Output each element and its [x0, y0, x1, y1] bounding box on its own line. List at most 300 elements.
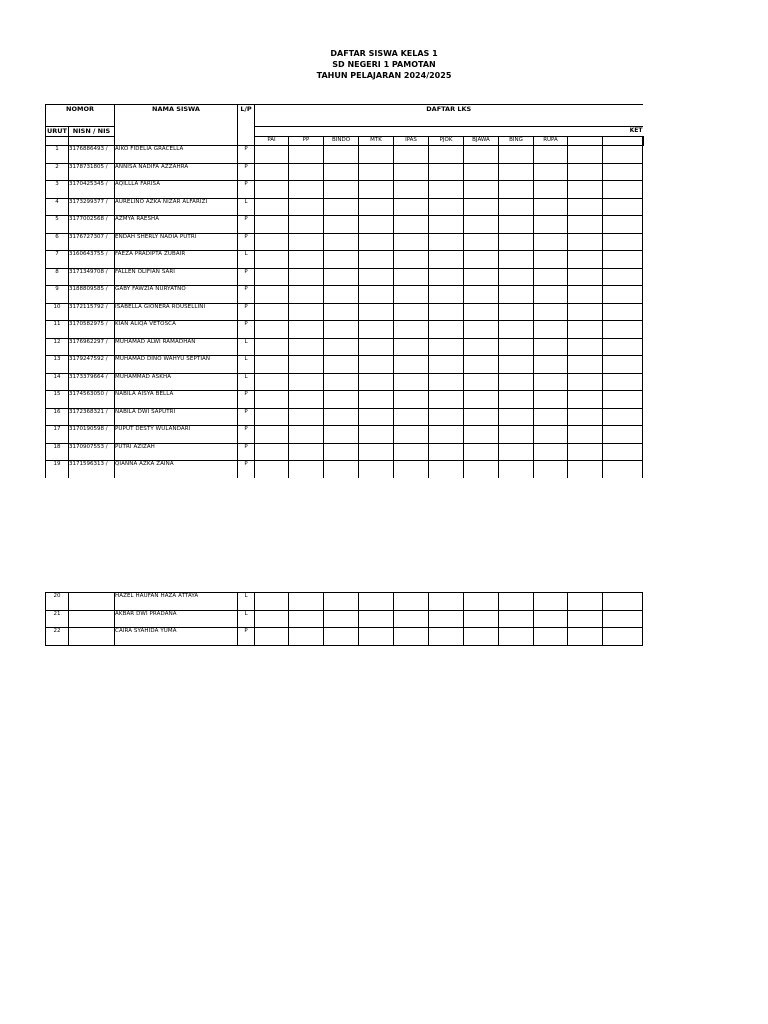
grade-cell[interactable] — [603, 426, 643, 444]
grade-cell[interactable] — [394, 373, 429, 391]
grade-cell[interactable] — [568, 233, 603, 251]
row-number: 2 — [46, 163, 69, 181]
grade-cell[interactable] — [499, 321, 534, 339]
grade-cell[interactable] — [324, 198, 359, 216]
grade-cell[interactable] — [324, 461, 359, 479]
student-name: AQILLLA FARISA — [115, 181, 238, 199]
grade-cell[interactable] — [464, 408, 499, 426]
grade-cell[interactable] — [429, 356, 464, 374]
grade-cell[interactable] — [603, 593, 643, 611]
grade-cell[interactable] — [429, 321, 464, 339]
grade-cell[interactable] — [499, 303, 534, 321]
grade-cell[interactable] — [534, 391, 568, 409]
grade-cell[interactable] — [568, 593, 603, 611]
subject-header — [568, 137, 603, 146]
grade-cell[interactable] — [255, 408, 289, 426]
grade-cell[interactable] — [464, 216, 499, 234]
grade-cell[interactable] — [568, 303, 603, 321]
grade-cell[interactable] — [603, 181, 643, 199]
grade-cell[interactable] — [324, 251, 359, 269]
grade-cell[interactable] — [324, 426, 359, 444]
grade-cell[interactable] — [359, 268, 394, 286]
grade-cell[interactable] — [359, 181, 394, 199]
grade-cell[interactable] — [534, 268, 568, 286]
grade-cell[interactable] — [359, 321, 394, 339]
grade-cell[interactable] — [359, 408, 394, 426]
grade-cell[interactable] — [499, 198, 534, 216]
grade-cell[interactable] — [464, 628, 499, 646]
student-table — [45, 104, 644, 478]
grade-cell[interactable] — [534, 233, 568, 251]
title-line-3: TAHUN PELAJARAN 2024/2025 — [316, 71, 452, 80]
grade-cell[interactable] — [359, 391, 394, 409]
grade-cell[interactable] — [394, 593, 429, 611]
grade-cell[interactable] — [429, 303, 464, 321]
grade-cell[interactable] — [289, 391, 324, 409]
row-number: 7 — [46, 251, 69, 269]
grade-cell[interactable] — [534, 146, 568, 164]
row-number: 8 — [46, 268, 69, 286]
gender-cell: L — [238, 593, 255, 611]
grade-cell[interactable] — [255, 391, 289, 409]
grade-cell[interactable] — [359, 338, 394, 356]
grade-cell[interactable] — [324, 593, 359, 611]
grade-cell[interactable] — [429, 146, 464, 164]
grade-cell[interactable] — [568, 408, 603, 426]
gender-cell: P — [238, 268, 255, 286]
grade-cell[interactable] — [534, 356, 568, 374]
grade-cell[interactable] — [429, 181, 464, 199]
grade-cell[interactable] — [603, 338, 643, 356]
grade-cell[interactable] — [603, 303, 643, 321]
grade-cell[interactable] — [499, 286, 534, 304]
grade-cell[interactable] — [359, 593, 394, 611]
row-number: 21 — [46, 610, 69, 628]
grade-cell[interactable] — [464, 426, 499, 444]
grade-cell[interactable] — [534, 338, 568, 356]
grade-cell[interactable] — [289, 251, 324, 269]
grade-cell[interactable] — [499, 233, 534, 251]
grade-cell[interactable] — [394, 181, 429, 199]
nama-siswa-header: NAMA SISWA — [115, 105, 238, 146]
grade-cell[interactable] — [603, 163, 643, 181]
grade-cell[interactable] — [499, 426, 534, 444]
grade-cell[interactable] — [464, 461, 499, 479]
grade-cell[interactable] — [324, 268, 359, 286]
grade-cell[interactable] — [289, 216, 324, 234]
grade-cell[interactable] — [359, 233, 394, 251]
grade-cell[interactable] — [429, 338, 464, 356]
lp-header: L/P — [238, 105, 255, 146]
grade-cell[interactable] — [289, 373, 324, 391]
grade-cell[interactable] — [255, 251, 289, 269]
grade-cell[interactable] — [359, 426, 394, 444]
grade-cell[interactable] — [359, 163, 394, 181]
grade-cell[interactable] — [464, 321, 499, 339]
table-row — [46, 443, 644, 461]
grade-cell[interactable] — [324, 338, 359, 356]
grade-cell[interactable] — [255, 198, 289, 216]
student-name: AURELINO AZKA NIZAR ALFARIZI — [115, 198, 238, 216]
grade-cell[interactable] — [534, 198, 568, 216]
grade-cell[interactable] — [499, 443, 534, 461]
grade-cell[interactable] — [568, 251, 603, 269]
grade-cell[interactable] — [534, 216, 568, 234]
grade-cell[interactable] — [289, 338, 324, 356]
gender-cell: L — [238, 356, 255, 374]
grade-cell[interactable] — [499, 610, 534, 628]
grade-cell[interactable] — [359, 610, 394, 628]
grade-cell[interactable] — [464, 373, 499, 391]
grade-cell[interactable] — [255, 286, 289, 304]
nisn-cell: 3176962297 / — [69, 338, 115, 356]
grade-cell[interactable] — [324, 443, 359, 461]
grade-cell[interactable] — [499, 163, 534, 181]
grade-cell[interactable] — [429, 408, 464, 426]
grade-cell[interactable] — [603, 251, 643, 269]
grade-cell[interactable] — [394, 303, 429, 321]
grade-cell[interactable] — [464, 268, 499, 286]
grade-cell[interactable] — [603, 443, 643, 461]
subject-header: PAI — [255, 137, 289, 146]
grade-cell[interactable] — [568, 610, 603, 628]
grade-cell[interactable] — [359, 251, 394, 269]
grade-cell[interactable] — [534, 408, 568, 426]
grade-cell[interactable] — [429, 233, 464, 251]
gender-cell: P — [238, 181, 255, 199]
grade-cell[interactable] — [255, 268, 289, 286]
table-row — [46, 338, 644, 356]
grade-cell[interactable] — [603, 286, 643, 304]
grade-cell[interactable] — [289, 268, 324, 286]
grade-cell[interactable] — [289, 163, 324, 181]
grade-cell[interactable] — [603, 373, 643, 391]
gender-cell: L — [238, 198, 255, 216]
grade-cell[interactable] — [568, 163, 603, 181]
grade-cell[interactable] — [464, 593, 499, 611]
table-row — [46, 268, 644, 286]
grade-cell[interactable] — [429, 443, 464, 461]
grade-cell[interactable] — [324, 303, 359, 321]
grade-cell[interactable] — [289, 628, 324, 646]
grade-cell[interactable] — [359, 216, 394, 234]
grade-cell[interactable] — [464, 233, 499, 251]
gender-cell: P — [238, 303, 255, 321]
grade-cell[interactable] — [289, 321, 324, 339]
nomor-header: NOMOR — [46, 105, 115, 127]
grade-cell[interactable] — [499, 408, 534, 426]
grade-cell[interactable] — [603, 628, 643, 646]
grade-cell[interactable] — [534, 610, 568, 628]
grade-cell[interactable] — [568, 338, 603, 356]
grade-cell[interactable] — [324, 163, 359, 181]
grade-cell[interactable] — [568, 146, 603, 164]
grade-cell[interactable] — [568, 356, 603, 374]
grade-cell[interactable] — [255, 216, 289, 234]
grade-cell[interactable] — [289, 198, 324, 216]
grade-cell[interactable] — [534, 373, 568, 391]
grade-cell[interactable] — [289, 303, 324, 321]
grade-cell[interactable] — [324, 146, 359, 164]
grade-cell[interactable] — [464, 286, 499, 304]
grade-cell[interactable] — [603, 610, 643, 628]
gender-cell: L — [238, 610, 255, 628]
grade-cell[interactable] — [255, 321, 289, 339]
grade-cell[interactable] — [534, 181, 568, 199]
grade-cell[interactable] — [394, 426, 429, 444]
grade-cell[interactable] — [464, 303, 499, 321]
table-row — [46, 286, 644, 304]
table-row — [46, 198, 644, 216]
grade-cell[interactable] — [359, 303, 394, 321]
grade-cell[interactable] — [394, 628, 429, 646]
urut-blank-cell — [46, 137, 69, 146]
grade-cell[interactable] — [534, 443, 568, 461]
grade-cell[interactable] — [394, 321, 429, 339]
grade-cell[interactable] — [324, 321, 359, 339]
grade-cell[interactable] — [324, 610, 359, 628]
grade-cell[interactable] — [464, 146, 499, 164]
grade-cell[interactable] — [568, 628, 603, 646]
grade-cell[interactable] — [429, 610, 464, 628]
student-name: KIAN ALIQA VETOSCA — [115, 321, 238, 339]
grade-cell[interactable] — [394, 408, 429, 426]
grade-cell[interactable] — [568, 461, 603, 479]
grade-cell[interactable] — [603, 216, 643, 234]
grade-cell[interactable] — [499, 356, 534, 374]
student-name: ISABELLA GIONERA ROUSELLINI — [115, 303, 238, 321]
grade-cell[interactable] — [289, 233, 324, 251]
grade-cell[interactable] — [464, 443, 499, 461]
grade-cell[interactable] — [499, 338, 534, 356]
grade-cell[interactable] — [534, 426, 568, 444]
grade-cell[interactable] — [289, 593, 324, 611]
grade-cell[interactable] — [568, 426, 603, 444]
grade-cell[interactable] — [429, 216, 464, 234]
grade-cell[interactable] — [429, 461, 464, 479]
grade-cell[interactable] — [394, 233, 429, 251]
grade-cell[interactable] — [394, 268, 429, 286]
grade-cell[interactable] — [603, 356, 643, 374]
table-row — [46, 181, 644, 199]
grade-cell[interactable] — [255, 443, 289, 461]
grade-cell[interactable] — [429, 198, 464, 216]
nisn-cell: 3172368321 / — [69, 408, 115, 426]
nisn-cell — [69, 610, 115, 628]
grade-cell[interactable] — [603, 461, 643, 479]
grade-cell[interactable] — [359, 146, 394, 164]
grade-cell[interactable] — [603, 146, 643, 164]
grade-cell[interactable] — [464, 391, 499, 409]
grade-cell[interactable] — [324, 216, 359, 234]
grade-cell[interactable] — [429, 628, 464, 646]
grade-cell[interactable] — [534, 593, 568, 611]
row-number: 15 — [46, 391, 69, 409]
grade-cell[interactable] — [499, 461, 534, 479]
grade-cell[interactable] — [394, 338, 429, 356]
subject-header: BING — [499, 137, 534, 146]
grade-cell[interactable] — [289, 356, 324, 374]
grade-cell[interactable] — [289, 461, 324, 479]
grade-cell[interactable] — [464, 338, 499, 356]
grade-cell[interactable] — [394, 610, 429, 628]
grade-cell[interactable] — [394, 146, 429, 164]
grade-cell[interactable] — [603, 233, 643, 251]
grade-cell[interactable] — [603, 268, 643, 286]
grade-cell[interactable] — [429, 268, 464, 286]
grade-cell[interactable] — [289, 286, 324, 304]
grade-cell[interactable] — [429, 391, 464, 409]
grade-cell[interactable] — [289, 146, 324, 164]
grade-cell[interactable] — [603, 391, 643, 409]
grade-cell[interactable] — [255, 146, 289, 164]
grade-cell[interactable] — [394, 198, 429, 216]
grade-cell[interactable] — [568, 268, 603, 286]
grade-cell[interactable] — [464, 251, 499, 269]
grade-cell[interactable] — [359, 461, 394, 479]
grade-cell[interactable] — [394, 356, 429, 374]
grade-cell[interactable] — [255, 338, 289, 356]
grade-cell[interactable] — [464, 163, 499, 181]
grade-cell[interactable] — [289, 181, 324, 199]
row-number: 14 — [46, 373, 69, 391]
grade-cell[interactable] — [289, 426, 324, 444]
grade-cell[interactable] — [499, 146, 534, 164]
grade-cell[interactable] — [255, 461, 289, 479]
grade-cell[interactable] — [464, 198, 499, 216]
nisn-cell — [69, 593, 115, 611]
nisn-cell: 3170907553 / — [69, 443, 115, 461]
grade-cell[interactable] — [534, 286, 568, 304]
subject-header: RUPA — [534, 137, 568, 146]
grade-cell[interactable] — [534, 303, 568, 321]
gender-cell: P — [238, 146, 255, 164]
subject-header: PP — [289, 137, 324, 146]
document-title — [0, 48, 768, 81]
table-row — [46, 251, 644, 269]
grade-cell[interactable] — [255, 426, 289, 444]
grade-cell[interactable] — [324, 286, 359, 304]
grade-cell[interactable] — [255, 181, 289, 199]
grade-cell[interactable] — [534, 163, 568, 181]
grade-cell[interactable] — [534, 461, 568, 479]
grade-cell[interactable] — [568, 181, 603, 199]
grade-cell[interactable] — [568, 373, 603, 391]
grade-cell[interactable] — [394, 443, 429, 461]
grade-cell[interactable] — [499, 268, 534, 286]
grade-cell[interactable] — [324, 373, 359, 391]
grade-cell[interactable] — [359, 628, 394, 646]
grade-cell[interactable] — [568, 321, 603, 339]
grade-cell[interactable] — [324, 233, 359, 251]
grade-cell[interactable] — [289, 408, 324, 426]
nisn-blank-cell — [69, 137, 115, 146]
grade-cell[interactable] — [359, 373, 394, 391]
grade-cell[interactable] — [464, 181, 499, 199]
grade-cell[interactable] — [603, 321, 643, 339]
gender-cell: P — [238, 321, 255, 339]
gender-cell: P — [238, 443, 255, 461]
grade-cell[interactable] — [499, 593, 534, 611]
row-number: 6 — [46, 233, 69, 251]
grade-cell[interactable] — [324, 628, 359, 646]
grade-cell[interactable] — [394, 216, 429, 234]
grade-cell[interactable] — [394, 461, 429, 479]
grade-cell[interactable] — [499, 251, 534, 269]
grade-cell[interactable] — [255, 373, 289, 391]
grade-cell[interactable] — [464, 356, 499, 374]
grade-cell[interactable] — [429, 593, 464, 611]
grade-cell[interactable] — [324, 391, 359, 409]
grade-cell[interactable] — [499, 391, 534, 409]
grade-cell[interactable] — [429, 163, 464, 181]
grade-cell[interactable] — [534, 321, 568, 339]
grade-cell[interactable] — [394, 286, 429, 304]
grade-cell[interactable] — [568, 286, 603, 304]
grade-cell[interactable] — [534, 251, 568, 269]
grade-cell[interactable] — [568, 391, 603, 409]
grade-cell[interactable] — [255, 163, 289, 181]
grade-cell[interactable] — [429, 251, 464, 269]
grade-cell[interactable] — [568, 443, 603, 461]
gender-cell: P — [238, 408, 255, 426]
nisn-cell: 3170582975 / — [69, 321, 115, 339]
grade-cell[interactable] — [255, 610, 289, 628]
nisn-cell: 3176886493 / — [69, 146, 115, 164]
grade-cell[interactable] — [429, 426, 464, 444]
grade-cell[interactable] — [255, 628, 289, 646]
grade-cell[interactable] — [568, 216, 603, 234]
grade-cell[interactable] — [394, 251, 429, 269]
grade-cell[interactable] — [255, 356, 289, 374]
grade-cell[interactable] — [499, 216, 534, 234]
grade-cell[interactable] — [324, 408, 359, 426]
nisn-cell: 3170425345 / — [69, 181, 115, 199]
grade-cell[interactable] — [603, 198, 643, 216]
grade-cell[interactable] — [394, 163, 429, 181]
grade-cell[interactable] — [359, 198, 394, 216]
gender-cell: L — [238, 373, 255, 391]
grade-cell[interactable] — [394, 391, 429, 409]
grade-cell[interactable] — [568, 198, 603, 216]
grade-cell[interactable] — [534, 628, 568, 646]
student-name: ANNISA NADIFA AZZAHRA — [115, 163, 238, 181]
grade-cell[interactable] — [499, 373, 534, 391]
student-name: ENDAH SHERLY NADIA PUTRI — [115, 233, 238, 251]
grade-cell[interactable] — [464, 610, 499, 628]
grade-cell[interactable] — [499, 181, 534, 199]
subject-header: IPAS — [394, 137, 429, 146]
grade-cell[interactable] — [499, 628, 534, 646]
table-row — [46, 628, 643, 646]
grade-cell[interactable] — [429, 286, 464, 304]
grade-cell[interactable] — [359, 443, 394, 461]
grade-cell[interactable] — [359, 356, 394, 374]
grade-cell[interactable] — [289, 610, 324, 628]
grade-cell[interactable] — [429, 373, 464, 391]
grade-cell[interactable] — [289, 443, 324, 461]
table-row — [46, 163, 644, 181]
nisn-cell: 3171349708 / — [69, 268, 115, 286]
grade-cell[interactable] — [255, 593, 289, 611]
grade-cell[interactable] — [324, 356, 359, 374]
grade-cell[interactable] — [359, 286, 394, 304]
ket-blank-cell — [643, 137, 644, 146]
grade-cell[interactable] — [324, 181, 359, 199]
grade-cell[interactable] — [255, 303, 289, 321]
grade-cell[interactable] — [603, 408, 643, 426]
grade-cell[interactable] — [255, 233, 289, 251]
